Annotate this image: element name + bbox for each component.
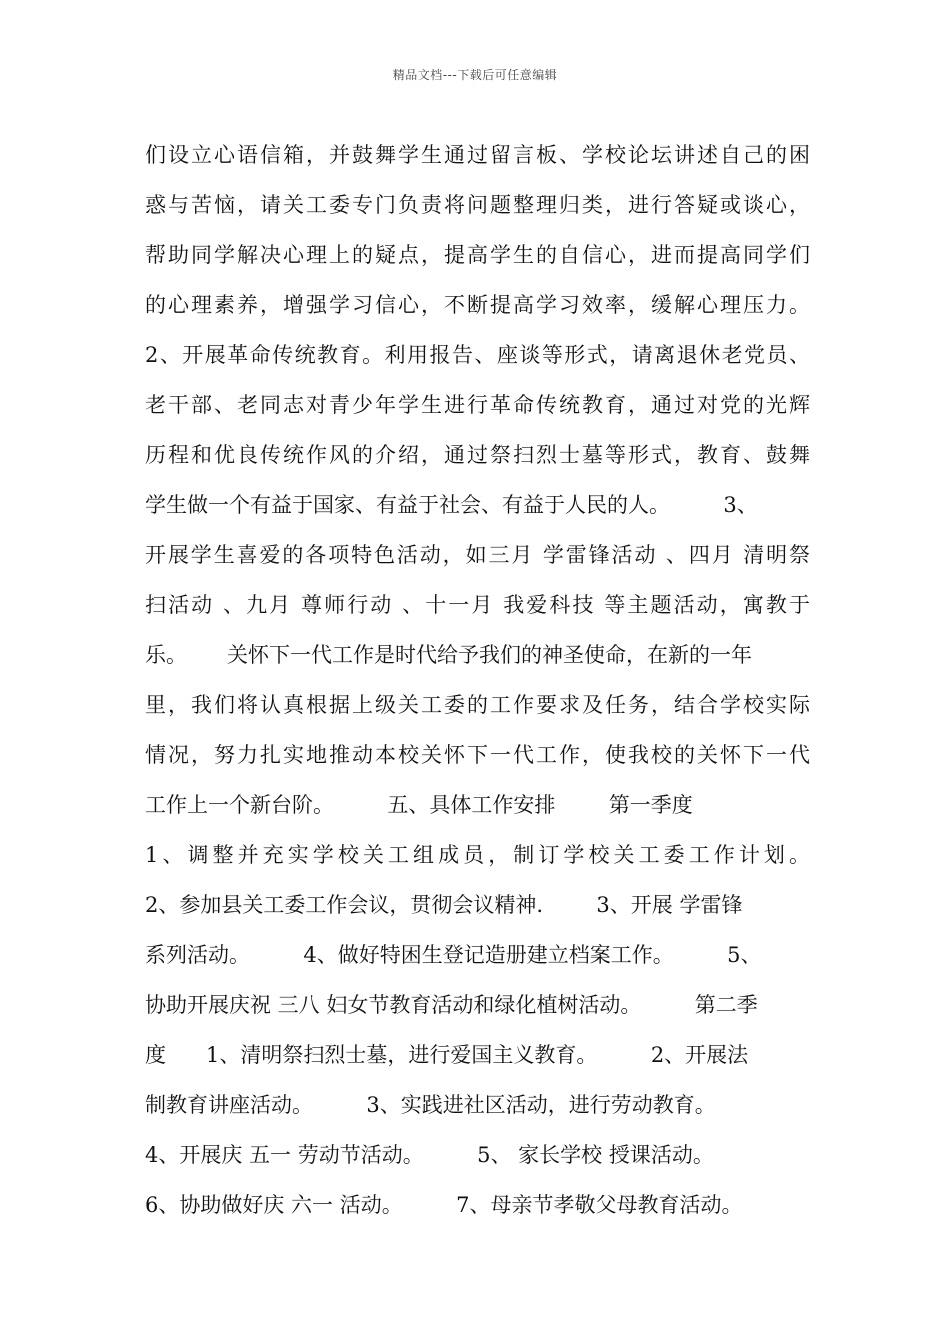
text-line: 开展学生喜爱的各项特色活动，如三月 学雷锋活动 、四月 清明祭: [145, 543, 810, 567]
text-line: 乐。 关怀下一代工作是时代给予我们的神圣使命，在新的一年: [145, 643, 753, 667]
text-line: 协助开展庆祝 三八 妇女节教育活动和绿化植树活动。 第二季: [145, 993, 758, 1017]
text-line: 老干部、老同志对青少年学生进行革命传统教育，通过对党的光辉: [145, 393, 810, 417]
text-line: 扫活动 、九月 尊师行动 、十一月 我爱科技 等主题活动，寓教于: [145, 593, 810, 617]
text-line: 4、开展庆 五一 劳动节活动。 5、 家长学校 授课活动。: [145, 1143, 714, 1167]
text-line: 帮助同学解决心理上的疑点，提高学生的自信心，进而提高同学们: [145, 243, 810, 267]
page-header: 精品文档---下载后可任意编辑: [392, 68, 558, 82]
text-line: 惑与苦恼，请关工委专门负责将问题整理归类，进行答疑或谈心，: [145, 193, 810, 217]
text-line: 6、协助做好庆 六一 活动。 7、母亲节孝敬父母教育活动。: [145, 1193, 743, 1217]
text-line: 的心理素养，增强学习信心，不断提高学习效率，缓解心理压力。: [145, 293, 810, 317]
text-line: 制教育讲座活动。 3、实践进社区活动，进行劳动教育。: [145, 1093, 716, 1117]
text-line: 历程和优良传统作风的介绍，通过祭扫烈士墓等形式，教育、鼓舞: [145, 443, 810, 467]
text-line: 情况，努力扎实地推动本校关怀下一代工作，使我校的关怀下一代: [145, 743, 810, 767]
text-line: 里，我们将认真根据上级关工委的工作要求及任务，结合学校实际: [145, 693, 810, 717]
text-line: 1、调整并充实学校关工组成员，制订学校关工委工作计划。: [145, 843, 810, 867]
text-line: 们设立心语信箱，并鼓舞学生通过留言板、学校论坛讲述自己的困: [145, 143, 810, 167]
text-line: 2、开展革命传统教育。利用报告、座谈等形式，请离退休老党员、: [145, 343, 810, 367]
text-line: 2、参加县关工委工作会议，贯彻会议精神. 3、开展 学雷锋: [145, 893, 743, 917]
text-line: 工作上一个新台阶。 五、具体工作安排 第一季度: [145, 793, 693, 817]
text-line: 度 1、清明祭扫烈士墓，进行爱国主义教育。 2、开展法: [145, 1043, 749, 1067]
text-line: 系列活动。 4、做好特困生登记造册建立档案工作。 5、: [145, 943, 762, 967]
text-line: 学生做一个有益于国家、有益于社会、有益于人民的人。 3、: [145, 493, 758, 517]
document-body: [145, 130, 810, 1230]
